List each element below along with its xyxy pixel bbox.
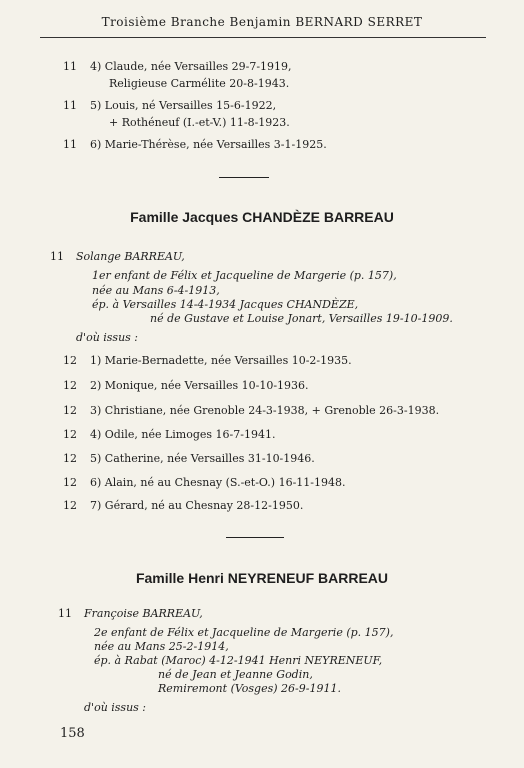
entry-line: 5) Louis, né Versailles 15-6-1922, xyxy=(90,99,277,112)
generation-number: 11 xyxy=(63,138,77,151)
entry-line: 6) Marie-Thérèse, née Versailles 3-1-1925. xyxy=(90,138,327,151)
generation-number: 12 xyxy=(63,499,77,512)
child-entry: 1) Marie-Bernadette, née Versailles 10-2-1935. xyxy=(90,354,352,367)
running-header: Troisième Branche Benjamin BERNARD SERRET xyxy=(101,15,423,29)
detail-line: née au Mans 6-4-1913, xyxy=(92,284,220,297)
detail-line: Remiremont (Vosges) 26-9-1911. xyxy=(158,682,341,695)
generation-number: 11 xyxy=(63,99,77,112)
section-separator xyxy=(226,537,284,538)
generation-number: 12 xyxy=(63,354,77,367)
generation-number: 11 xyxy=(58,607,72,620)
detail-line: née au Mans 25-2-1914, xyxy=(94,640,229,653)
issus-label: d'où issus : xyxy=(76,331,139,344)
entry-line: + Rothéneuf (I.-et-V.) 11-8-1923. xyxy=(109,116,290,129)
detail-line: 1er enfant de Félix et Jacqueline de Margerie (p. 157), xyxy=(92,269,397,282)
generation-number: 12 xyxy=(63,404,77,417)
generation-number: 12 xyxy=(63,379,77,392)
child-entry: 5) Catherine, née Versailles 31-10-1946. xyxy=(90,452,315,465)
entry-line: Religieuse Carmélite 20-8-1943. xyxy=(109,77,290,90)
generation-number: 11 xyxy=(50,250,64,263)
detail-line: né de Jean et Jeanne Godin, xyxy=(158,668,313,681)
family-title: Famille Henri NEYRENEUF BARREAU xyxy=(135,570,389,586)
detail-line: ép. à Rabat (Maroc) 4-12-1941 Henri NEYRENEUF, xyxy=(94,654,383,667)
child-entry: 3) Christiane, née Grenoble 24-3-1938, + Grenoble 26-3-1938. xyxy=(90,404,440,417)
child-entry: 2) Monique, née Versailles 10-10-1936. xyxy=(90,379,309,392)
generation-number: 12 xyxy=(63,452,77,465)
entry-line: 4) Claude, née Versailles 29-7-1919, xyxy=(90,60,292,73)
child-entry: 7) Gérard, né au Chesnay 28-12-1950. xyxy=(90,499,304,512)
page-number: 158 xyxy=(60,726,85,741)
detail-line: né de Gustave et Louise Jonart, Versailles 19-10-1909. xyxy=(150,312,453,325)
generation-number: 12 xyxy=(63,476,77,489)
detail-line: ép. à Versailles 14-4-1934 Jacques CHANDÈZE, xyxy=(92,298,359,311)
generation-number: 11 xyxy=(63,60,77,73)
section-separator xyxy=(219,177,269,178)
detail-line: 2e enfant de Félix et Jacqueline de Margerie (p. 157), xyxy=(94,626,394,639)
child-entry: 6) Alain, né au Chesnay (S.-et-O.) 16-11-1948. xyxy=(90,476,346,489)
child-entry: 4) Odile, née Limoges 16-7-1941. xyxy=(90,428,276,441)
issus-label: d'où issus : xyxy=(84,701,147,714)
header-rule xyxy=(40,37,486,38)
person-name: Françoise BARREAU, xyxy=(84,607,203,620)
family-title: Famille Jacques CHANDÈZE BARREAU xyxy=(130,209,394,225)
person-name: Solange BARREAU, xyxy=(76,250,185,263)
generation-number: 12 xyxy=(63,428,77,441)
